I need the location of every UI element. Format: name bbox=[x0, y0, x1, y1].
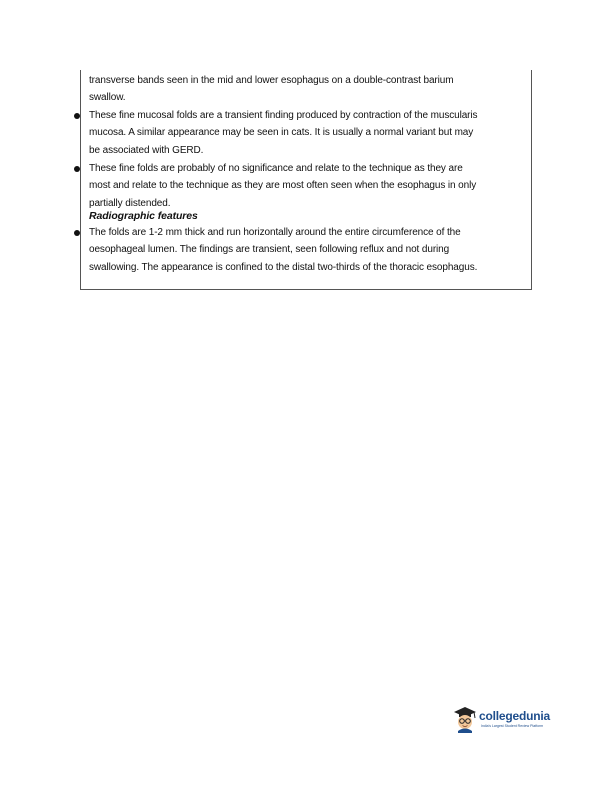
text-line: swallowing. The appearance is confined to the distal two-thirds of the thoracic esophagus. bbox=[89, 262, 478, 273]
text-line: swallow. bbox=[89, 92, 126, 103]
graduate-mascot-icon bbox=[452, 705, 478, 733]
section-heading: Radiographic features bbox=[89, 210, 198, 222]
text-line: mucosa. A similar appearance may be seen in cats. It is usually a normal variant but may bbox=[89, 127, 474, 138]
content-box bbox=[80, 70, 532, 290]
text-line: oesophageal lumen. The findings are transient, seen following reflux and not during bbox=[89, 244, 450, 255]
text-line: These fine folds are probably of no significance and relate to the technique as they are bbox=[89, 163, 463, 174]
bullet-icon bbox=[74, 166, 80, 172]
text-line: The folds are 1-2 mm thick and run horizontally around the entire circumference of the bbox=[89, 227, 461, 238]
bullet-icon bbox=[74, 230, 80, 236]
text-line: These fine mucosal folds are a transient finding produced by contraction of the muscularis bbox=[89, 110, 478, 121]
collegedunia-logo bbox=[452, 705, 562, 735]
text-line: transverse bands seen in the mid and lower esophagus on a double-contrast barium bbox=[89, 75, 454, 86]
text-line: most and relate to the technique as they are most often seen when the esophagus in only bbox=[89, 180, 477, 191]
text-line: be associated with GERD. bbox=[89, 145, 204, 156]
logo-name: collegedunia bbox=[479, 709, 550, 723]
bullet-icon bbox=[74, 113, 80, 119]
text-line: partially distended. bbox=[89, 198, 171, 209]
logo-tagline: India's Largest Student Review Platform bbox=[481, 724, 544, 728]
